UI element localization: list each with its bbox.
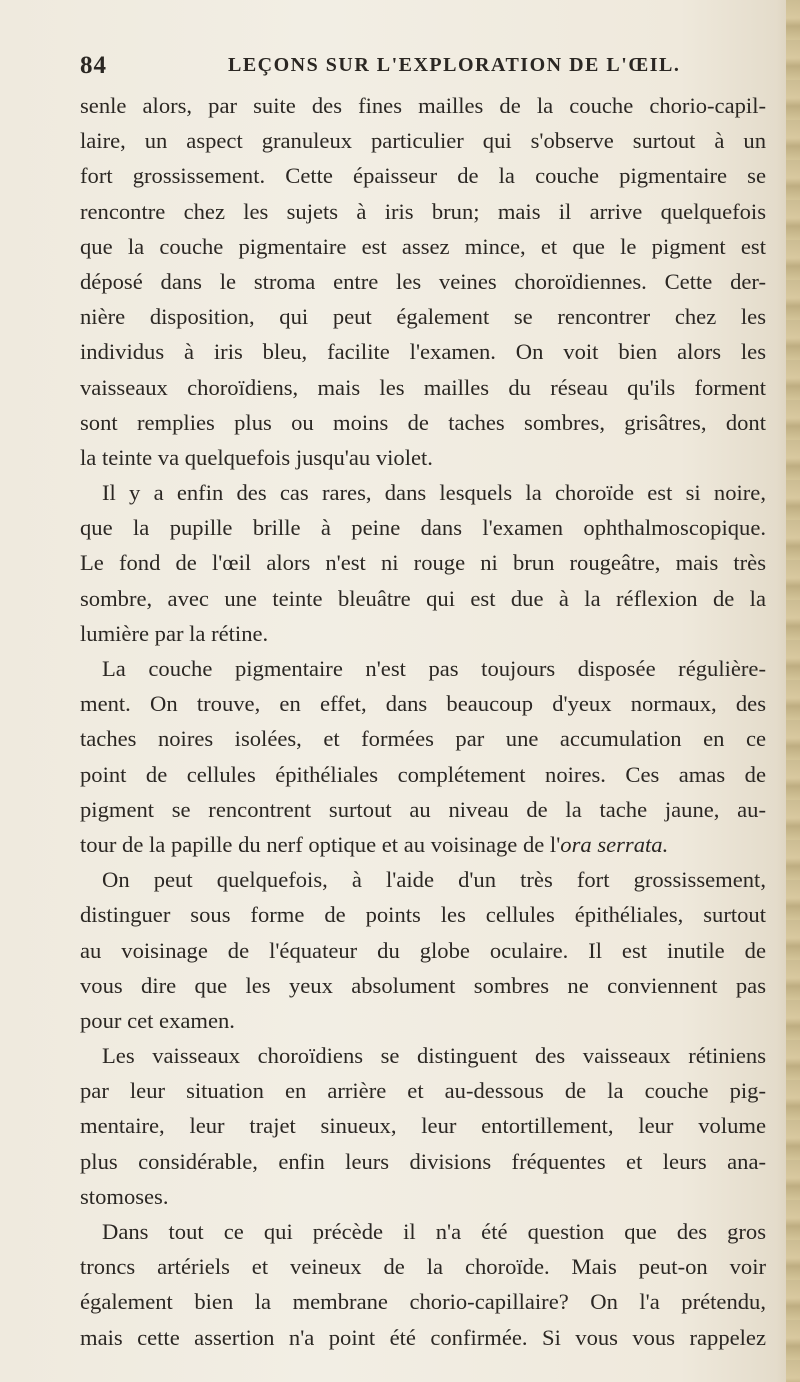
text-line: vous dire que les yeux absolument sombres ne conviennent pas — [80, 972, 766, 998]
running-head — [80, 52, 760, 82]
text-line: ment. On trouve, en effet, dans beaucoup d'yeux normaux, des — [80, 691, 766, 717]
page-edge — [786, 0, 800, 1382]
text-line: tour de la papille du nerf optique et au voisinage de l' — [80, 831, 561, 857]
text-line: senle alors, par suite des fines mailles de la couche chorio-capil- — [80, 93, 766, 118]
text-line: point de cellules épithéliales complétement noires. Ces amas de — [80, 761, 766, 787]
text-line: sont remplies plus ou moins de taches sombres, grisâtres, dont — [80, 409, 766, 435]
text-line: déposé dans le stroma entre les veines choroïdiennes. Cette der- — [80, 268, 766, 294]
text-line: au voisinage de l'équateur du globe oculaire. Il est inutile de — [80, 937, 766, 963]
text-line: nière disposition, qui peut également se rencontrer chez les — [80, 304, 766, 330]
text-line: taches noires isolées, et formées par une accumulation en ce — [80, 726, 766, 752]
text-line: également bien la membrane chorio-capillaire? On l'a prétendu, — [80, 1289, 766, 1315]
text-line: On peut quelquefois, à l'aide d'un très fort grossissement, — [102, 867, 766, 893]
text-line: vaisseaux choroïdiens, mais les mailles du réseau qu'ils forment — [80, 374, 766, 400]
body-text — [80, 88, 766, 1355]
text-line: pigment se rencontrent surtout au niveau de la tache jaune, au- — [80, 796, 766, 822]
page-number: 84 — [80, 52, 107, 79]
running-title: LEÇONS SUR L'EXPLORATION DE L'ŒIL. — [228, 54, 681, 76]
text-line: mais cette assertion n'a point été confirmée. Si vous vous rappelez — [80, 1324, 766, 1350]
text-line: Il y a enfin des cas rares, dans lesquels la choroïde est si noire, — [102, 480, 766, 506]
text-line-with-italic — [80, 827, 766, 862]
italic-term: ora serrata. — [560, 831, 669, 857]
text-line: rencontre chez les sujets à iris brun; mais il arrive quelquefois — [80, 198, 766, 224]
text-line: La couche pigmentaire n'est pas toujours disposée régulière- — [102, 656, 766, 681]
text-line: pour cet examen. — [80, 1007, 235, 1033]
text-line: fort grossissement. Cette épaisseur de la couche pigmentaire se — [80, 163, 766, 189]
text-line: la teinte va quelquefois jusqu'au violet. — [80, 444, 433, 470]
text-line: Dans tout ce qui précède il n'a été question que des gros — [102, 1219, 766, 1244]
text-line: par leur situation en arrière et au-dessous de la couche pig- — [80, 1078, 766, 1104]
text-line: Les vaisseaux choroïdiens se distinguent des vaisseaux rétiniens — [102, 1043, 766, 1069]
text-line: sombre, avec une teinte bleuâtre qui est due à la réflexion de la — [80, 585, 766, 611]
text-line: que la pupille brille à peine dans l'examen ophthalmoscopique. — [80, 515, 766, 541]
text-line: lumière par la rétine. — [80, 620, 269, 646]
text-line: distinguer sous forme de points les cellules épithéliales, surtout — [80, 902, 766, 928]
text-line: laire, un aspect granuleux particulier qui s'observe surtout à un — [80, 128, 766, 154]
text-line: individus à iris bleu, facilite l'examen. On voit bien alors les — [80, 339, 766, 365]
text-line: mentaire, leur trajet sinueux, leur entortillement, leur volume — [80, 1113, 766, 1139]
text-line: stomoses. — [80, 1183, 169, 1209]
text-line: Le fond de l'œil alors n'est ni rouge ni brun rougeâtre, mais très — [80, 550, 766, 576]
text-line: plus considérable, enfin leurs divisions fréquentes et leurs ana- — [80, 1148, 766, 1174]
text-line: que la couche pigmentaire est assez mince, et que le pigment est — [80, 233, 766, 259]
text-line: troncs artériels et veineux de la choroïde. Mais peut-on voir — [80, 1254, 766, 1280]
